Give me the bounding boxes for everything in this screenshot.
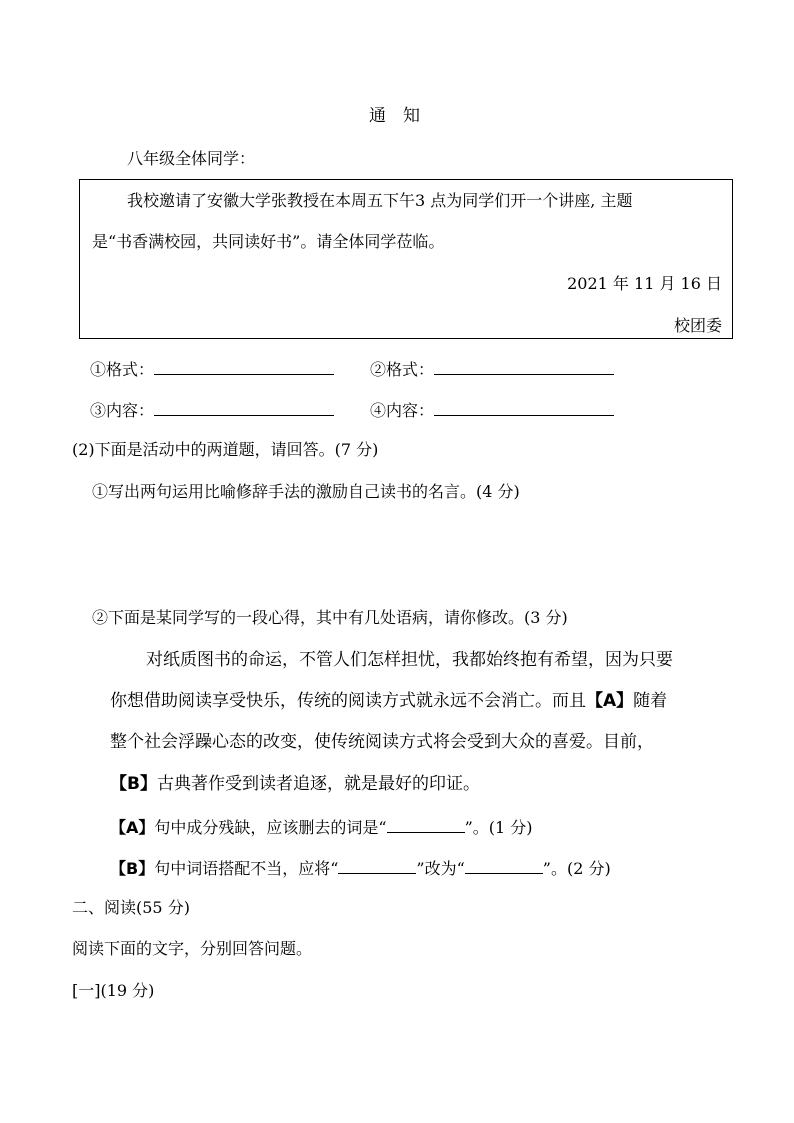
section-2-part-1: [一](19 分) xyxy=(72,981,155,1000)
question-a-score: ”。(1 分) xyxy=(464,818,533,837)
fix-item-4 xyxy=(370,400,614,419)
passage-line-4 xyxy=(110,776,480,793)
notice-date: 2021 年 11 月 16 日 xyxy=(567,274,722,293)
fix-item-label: ③内容： xyxy=(90,401,155,420)
question-2-heading: (2)下面是活动中的两道题，请回答。(7 分) xyxy=(72,440,379,459)
fix-item-1 xyxy=(90,359,334,378)
question-b-text: ”改为“ xyxy=(416,859,465,878)
fix-item-3 xyxy=(90,400,334,419)
notice-body-line-2: 是“书香满校园，共同读好书”。请全体同学莅临。 xyxy=(92,232,445,251)
answer-blank[interactable] xyxy=(465,858,543,874)
question-b-score: ”。(2 分) xyxy=(542,859,611,878)
marker-b: 【B】 xyxy=(110,774,157,794)
passage-text: 随着 xyxy=(633,691,668,711)
fix-item-label: ②格式： xyxy=(370,360,435,379)
answer-blank[interactable] xyxy=(434,400,614,416)
answer-blank[interactable] xyxy=(154,400,334,416)
notice-body-line-1: 我校邀请了安徽大学张教授在本周五下午3 点为同学们开一个讲座, 主题 xyxy=(127,191,633,210)
question-a xyxy=(110,817,533,836)
fix-item-label: ①格式： xyxy=(90,360,155,379)
passage-line-2 xyxy=(110,693,667,710)
passage-line-3: 整个社会浮躁心态的改变，使传统阅读方式将会受到大众的喜爱。目前， xyxy=(110,732,654,752)
fix-item-label: ④内容： xyxy=(370,401,435,420)
marker-a: 【A】 xyxy=(110,818,155,837)
marker-a: 【A】 xyxy=(586,691,634,711)
answer-blank[interactable] xyxy=(387,817,465,833)
answer-blank[interactable] xyxy=(154,359,334,375)
question-b xyxy=(110,858,611,877)
answer-blank[interactable] xyxy=(338,858,416,874)
fix-item-2 xyxy=(370,359,614,378)
section-2-heading: 二、阅读(55 分) xyxy=(72,898,190,917)
notice-title: 通 知 xyxy=(369,106,420,126)
notice-greeting: 八年级全体同学： xyxy=(127,149,256,168)
passage-text: 古典著作受到读者追逐，就是最好的印证。 xyxy=(156,774,480,794)
question-2-sub-2: ②下面是某同学写的一段心得，其中有几处语病，请你修改。(3 分) xyxy=(92,608,568,627)
question-a-text: 句中成分残缺，应该删去的词是“ xyxy=(154,818,387,837)
answer-blank[interactable] xyxy=(434,359,614,375)
notice-signer: 校团委 xyxy=(673,316,722,335)
question-b-text: 句中词语搭配不当，应将“ xyxy=(154,859,339,878)
question-2-sub-1: ①写出两句运用比喻修辞手法的激励自己读书的名言。(4 分) xyxy=(92,482,520,501)
passage-text: 你想借助阅读享受快乐，传统的阅读方式就永远不会消亡。而且 xyxy=(110,691,586,711)
section-2-instruction: 阅读下面的文字，分别回答问题。 xyxy=(72,939,313,958)
marker-b: 【B】 xyxy=(110,859,155,878)
passage-line-1: 对纸质图书的命运，不管人们怎样担忧，我都始终抱有希望，因为只要 xyxy=(146,650,673,670)
